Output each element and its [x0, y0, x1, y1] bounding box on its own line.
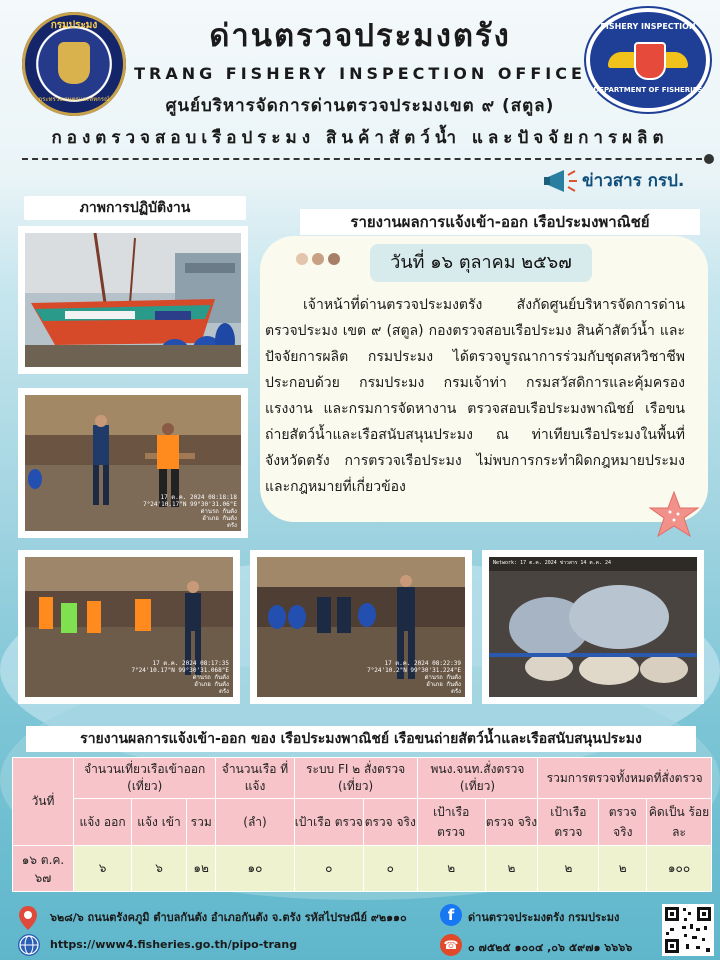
sub-header: เป้าเรือ ตรวจ — [417, 799, 485, 846]
sub-header: เป้าเรือ ตรวจ — [294, 799, 363, 846]
header-divider — [22, 158, 702, 160]
page-title-english: TRANG FISHERY INSPECTION OFFICE — [134, 64, 586, 83]
table-cell: ๖ — [132, 846, 187, 892]
footer-website-link[interactable]: https://www4.fisheries.go.th/pipo-trang — [50, 938, 298, 951]
page-title: ด่านตรวจประมงตรัง — [209, 18, 511, 54]
sub-header: เป้าเรือ ตรวจ — [538, 799, 599, 846]
fish-hold-image — [489, 557, 697, 697]
photo-section-header: ภาพการปฏิบัติงาน — [24, 196, 246, 220]
footer-address: ๖๒๘/๖ ถนนตรังคภูมิ ตำบลกันตัง อำเภอกันตัง จ.ตรัง รหัสไปรษณีย์ ๙๒๑๑๐ — [50, 911, 407, 924]
table-cell: ๐ — [294, 846, 363, 892]
news-badge — [542, 166, 700, 196]
logo-right-top-text: FISHERY INSPECTION — [600, 22, 696, 31]
globe-icon — [18, 934, 40, 956]
photo-timestamp: 17 ต.ค. 2024 08:17:35 7°24'10.17"N 99°30'31.068"E ด่านรถ กันตัง อำเภอ กันตัง ตรัง — [131, 660, 229, 695]
logo-left-top-text: กรมประมง — [50, 20, 98, 31]
sub-header: รวม — [186, 799, 216, 846]
report-date: วันที่ ๑๖ ตุลาคม ๒๕๖๗ — [370, 244, 592, 282]
table-row — [13, 846, 712, 892]
col-group-fi2: ระบบ FI ๒ สั่งตรวจ (เที่ยว) — [294, 758, 417, 799]
document-check-image — [257, 557, 465, 697]
boat-image — [25, 233, 241, 367]
table-cell: ๒ — [538, 846, 599, 892]
footer-phone: ๐ ๗๕๒๕ ๑๐๐๔ ,๐๖ ๕๙๗๑ ๖๖๖๖ — [468, 941, 633, 954]
col-header-day: วันที่ — [13, 758, 74, 846]
table-cell: ๖ — [74, 846, 132, 892]
sub-header: ตรวจ จริง — [485, 799, 538, 846]
decorative-dots — [296, 250, 344, 269]
phone-icon: ☎ — [440, 934, 462, 956]
location-pin-icon — [14, 904, 42, 932]
table-cell: ๒ — [417, 846, 485, 892]
row-date: ๑๖ ต.ค. ๖๗ — [13, 846, 74, 892]
report-body: เจ้าหน้าที่ด่านตรวจประมงตรัง สังกัดศูนย์บริหารจัดการด่านตรวจประมง เขต ๙ (สตูล) กองตรวจสอบเรือประมง สินค้าสัตว์น้ำ และปัจจัยการผลิต กรมประมง ได้ตรวจบูรณาการร่วมกับชุดสหวิชาชีพ ประกอบด้วย กรมประมง กรมเจ้าท่า กรมสวัสดิการและคุ้มครองแรงงาน และกรมการจัดหางาน ตรวจสอบเรือประมงพาณิชย์ เรือขนถ่ายสัตว์น้ำและเรือสนับสนุนประมง ณ ท่าเทียบเรือประมงในพื้นที่จังหวัดตรัง การตรวจเรือประมง ไม่พบการกระทำผิดกฎหมายประมงและกฎหมายที่เกี่ยวข้อง — [265, 297, 685, 495]
footer-facebook-link[interactable]: ด่านตรวจประมงตรัง กรมประมง — [468, 911, 620, 924]
megaphone-icon — [542, 166, 580, 196]
table-cell: ๑๐๐ — [647, 846, 712, 892]
table-cell: ๑๐ — [216, 846, 294, 892]
table-cell: ๐ — [363, 846, 417, 892]
col-group-trips: จำนวนเที่ยวเรือเข้าออก (เที่ยว) — [74, 758, 216, 799]
photo-officers-pier — [18, 388, 248, 538]
pier-image — [25, 395, 241, 531]
photo-crew-inspection — [18, 550, 240, 704]
table-cell: ๒ — [485, 846, 538, 892]
sub-header: ตรวจ จริง — [363, 799, 417, 846]
sub-header: ตรวจ จริง — [599, 799, 647, 846]
report-table — [12, 757, 712, 892]
facebook-icon: f — [440, 904, 462, 926]
starfish-icon — [646, 490, 702, 540]
photo-timestamp: 17 ต.ค. 2024 08:22:39 7°24'10.2"N 99°30'31.224"E ด่านรถ กันตัง อำเภอ กันตัง ตรัง — [367, 660, 461, 695]
sub-header: คิดเป็น ร้อยละ — [647, 799, 712, 846]
photo-timestamp: 17 ต.ค. 2024 08:18:18 7°24'10.17"N 99°30'31.06"E ด่านรถ กันตัง อำเภอ กันตัง ตรัง — [143, 494, 237, 529]
sub-header: แจ้ง ออก — [74, 799, 132, 846]
logo-left-bottom-text: กระทรวงเกษตรและสหกรณ์ — [38, 96, 110, 103]
table-title: รายงานผลการแจ้งเข้า-ออก ของ เรือประมงพาณิชย์ เรือขนถ่ายสัตว์น้ำและเรือสนับสนุนประมง — [26, 726, 696, 752]
sub-header: (ลำ) — [216, 799, 294, 846]
report-section-header: รายงานผลการแจ้งเข้า-ออก เรือประมงพาณิชย์ — [300, 209, 700, 235]
col-group-officer: พนง.จนท.สั่งตรวจ (เที่ยว) — [417, 758, 538, 799]
col-group-total: รวมการตรวจทั้งหมดที่สั่งตรวจ — [538, 758, 712, 799]
qr-code[interactable] — [662, 904, 714, 956]
logo-right-bottom-text: DEPARTMENT OF FISHERIES — [593, 86, 703, 94]
news-badge-label: ข่าวสาร กรป. — [582, 171, 685, 191]
subtitle-center: ศูนย์บริหารจัดการด่านตรวจประมงเขต ๙ (สตูล) — [165, 96, 555, 116]
photo-network-stamp: Network: 17 ต.ค. 2024 ข่าวสาร 14 ต.ค. 24 — [493, 560, 612, 566]
subtitle-division: กองตรวจสอบเรือประมง สินค้าสัตว์น้ำ และปัจจัยการผลิต — [51, 128, 669, 148]
photo-boat — [18, 226, 248, 374]
table-cell: ๑๒ — [186, 846, 216, 892]
col-group-boats: จำนวนเรือ ที่แจ้ง — [216, 758, 294, 799]
table-cell: ๒ — [599, 846, 647, 892]
divider-dot — [704, 154, 714, 164]
crew-image — [25, 557, 233, 697]
photo-officers-document — [250, 550, 472, 704]
sub-header: แจ้ง เข้า — [132, 799, 187, 846]
photo-fish-catch — [482, 550, 704, 704]
